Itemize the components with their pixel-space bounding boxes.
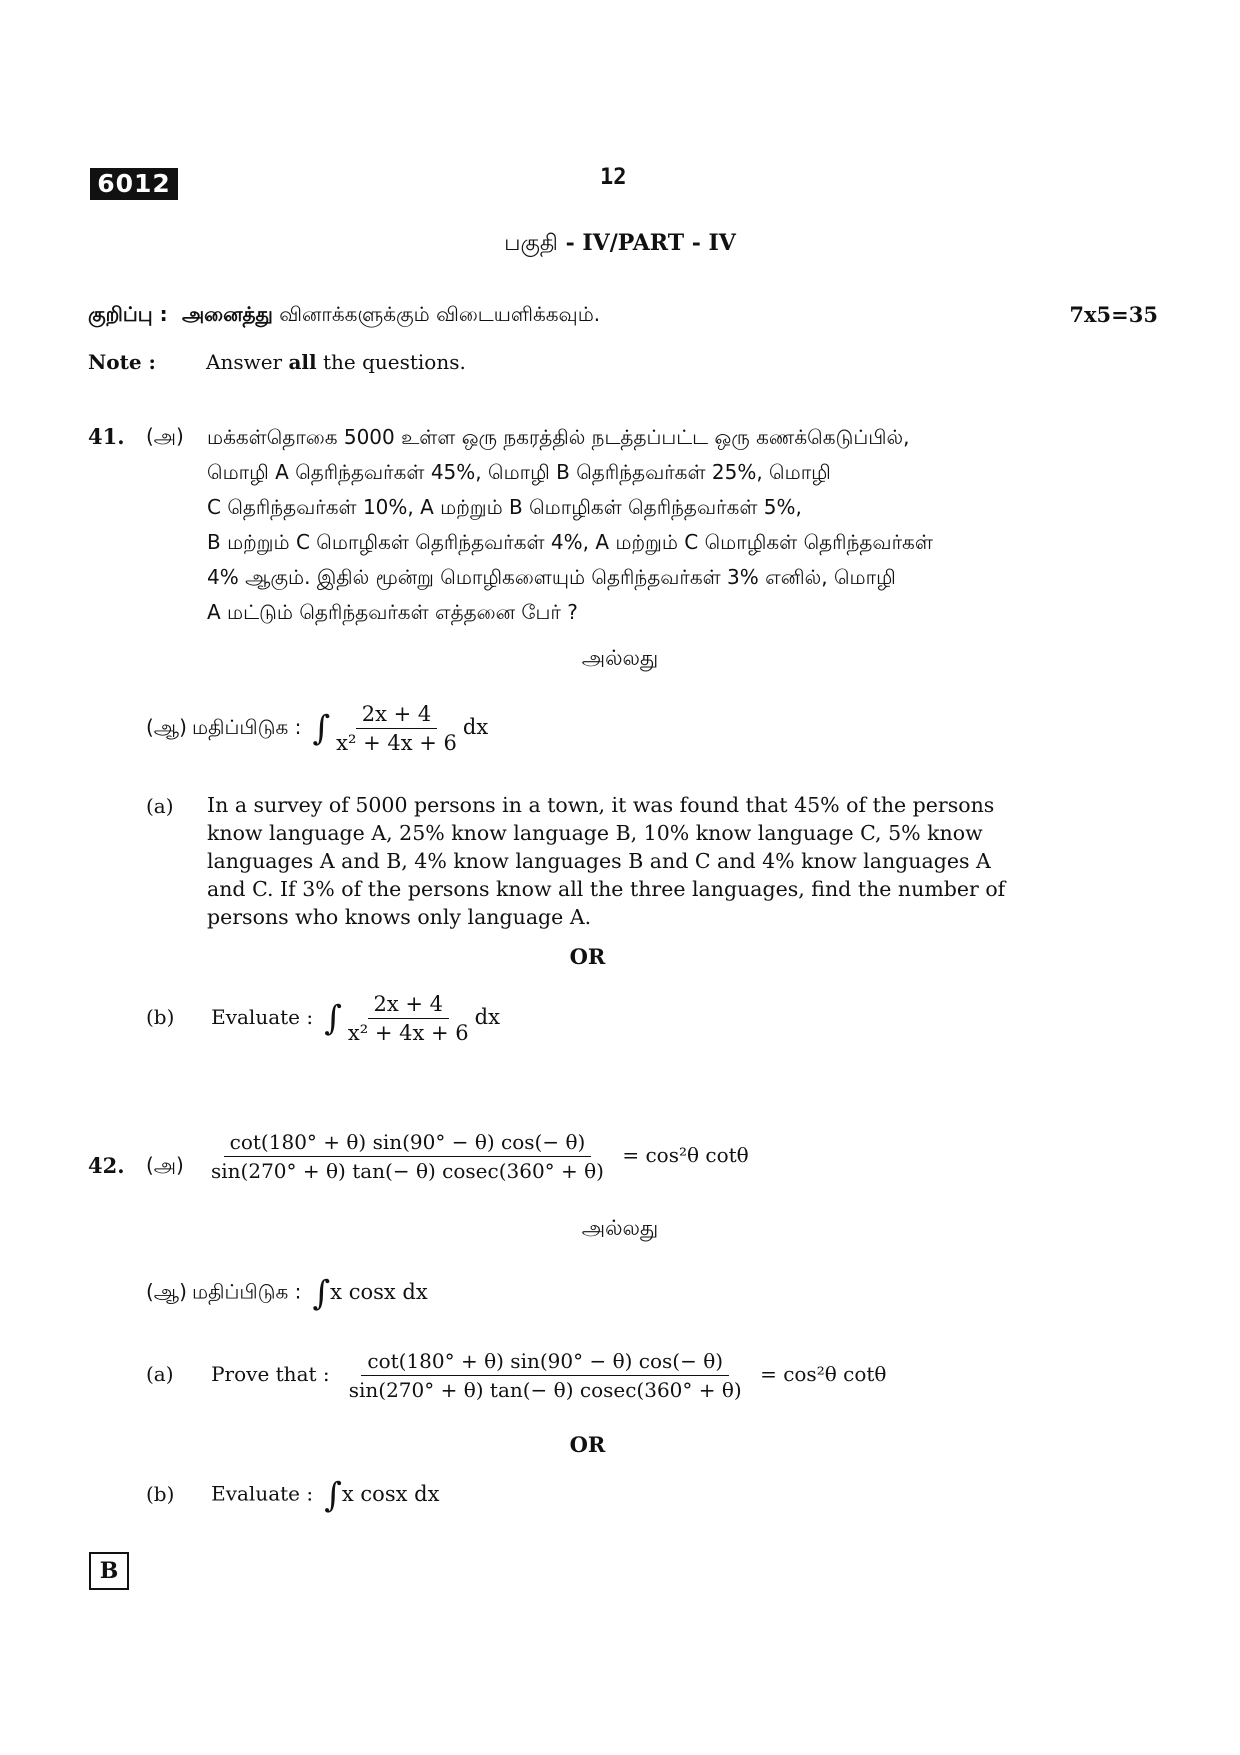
part-title-english: - IV/PART - IV (557, 230, 736, 256)
q42-or-tamil: அல்லது (581, 1216, 659, 1240)
q41-or-tamil: அல்லது (581, 646, 659, 670)
q41-english-a-text (207, 791, 1091, 931)
q41-tamil-line: 4% ஆகும். இதில் மூன்று மொழிகளையும் தெரிந்தவர்கள் 3% எனில், மொழி (207, 565, 896, 589)
q42-english-b (146, 1475, 440, 1515)
q42-b-label: (b) (146, 1481, 175, 1506)
q41-or-english: OR (569, 944, 606, 969)
question-41-number: 41. (88, 424, 125, 449)
part-title-tamil: பகுதி (504, 231, 558, 256)
integral-fraction (342, 992, 475, 1045)
q41-english-line: and C. If 3% of the persons know all the three languages, find the number of (207, 877, 1006, 901)
integral-fraction (330, 702, 463, 755)
fraction-denominator: sin(270° + θ) tan(− θ) cosec(360° + θ) (348, 1378, 742, 1402)
part-title (0, 230, 1240, 259)
fraction-denominator: x² + 4x + 6 (347, 1021, 469, 1045)
fraction-numerator: 2x + 4 (368, 992, 450, 1019)
fraction-denominator: sin(270° + θ) tan(− θ) cosec(360° + θ) (211, 1159, 604, 1183)
q42-b-text: Evaluate : (211, 1481, 314, 1506)
q41-b-label: (b) (146, 1005, 175, 1029)
note-english-post: the questions. (316, 350, 466, 374)
q42-a-label: (a) (146, 1362, 174, 1386)
marks-total: 7x5=35 (1069, 302, 1158, 327)
integral-expression: x cosx dx (341, 1481, 440, 1506)
fraction-denominator: x² + 4x + 6 (336, 731, 457, 755)
note-tamil-bold: அனைத்து (181, 302, 273, 326)
note-tamil-text: வினாக்களுக்கும் விடையளிக்கவும். (279, 302, 601, 326)
q41-english-line: languages A and B, 4% know languages B and C and 4% know languages A (207, 849, 991, 873)
integral-expression: x cosx dx (330, 1279, 428, 1304)
q41-tamil-b (146, 702, 488, 755)
q41-tamil-a-text (207, 420, 1091, 630)
fraction-numerator: cot(180° + θ) sin(90° − θ) cos(− θ) (224, 1130, 592, 1157)
question-42-number: 42. (88, 1153, 125, 1178)
integral-sign-icon: ∫ (324, 1475, 342, 1515)
identity-rhs: = cos²θ cotθ (760, 1362, 887, 1386)
q42-tamil-b-text: மதிப்பிடுக : (192, 1279, 302, 1304)
q41-tamil-line: மொழி A தெரிந்தவர்கள் 45%, மொழி B தெரிந்தவர்கள் 25%, மொழி (207, 460, 831, 484)
q42-tamil-a-identity (205, 1130, 749, 1183)
booklet-series-box: B (89, 1552, 129, 1590)
note-english-label: Note : (88, 350, 156, 374)
q41-tamil-b-text: மதிப்பிடுக : (192, 715, 302, 739)
note-english-pre: Answer (206, 350, 289, 374)
q41-english-line: persons who knows only language A. (207, 905, 592, 929)
q41-tamil-a-label: (அ) (146, 424, 184, 448)
q41-english-integral (324, 992, 500, 1045)
identity-rhs: = cos²θ cotθ (622, 1143, 749, 1167)
q42-tamil-integral (312, 1273, 428, 1313)
q41-tamil-integral (312, 702, 489, 755)
q42-or-english: OR (569, 1432, 606, 1457)
integral-sign-icon: ∫ (312, 1273, 331, 1313)
integral-sign-icon: ∫ (312, 708, 331, 749)
identity-fraction (205, 1130, 610, 1183)
integral-dx: dx (474, 1005, 500, 1029)
note-tamil (88, 302, 600, 329)
q41-b-text: Evaluate : (211, 1005, 314, 1029)
note-tamil-label: குறிப்பு : (88, 302, 168, 326)
q41-a-label: (a) (146, 794, 174, 818)
paper-code-badge: 6012 (90, 168, 178, 200)
q42-tamil-b-label: (ஆ) (146, 1279, 187, 1304)
q42-tamil-a-label: (அ) (146, 1153, 184, 1177)
q42-english-a (146, 1349, 886, 1402)
note-english-bold: all (288, 350, 317, 374)
q41-english-line: know language A, 25% know language B, 10% know language C, 5% know (207, 821, 983, 845)
fraction-numerator: 2x + 4 (356, 702, 438, 729)
q41-tamil-line: A மட்டும் தெரிந்தவர்கள் எத்தனை பேர் ? (207, 600, 578, 624)
page-number: 12 (600, 165, 627, 190)
q41-tamil-line: C தெரிந்தவர்கள் 10%, A மற்றும் B மொழிகள் தெரிந்தவர்கள் 5%, (207, 495, 802, 519)
fraction-numerator: cot(180° + θ) sin(90° − θ) cos(− θ) (361, 1349, 729, 1376)
q41-tamil-b-label: (ஆ) (146, 715, 187, 739)
identity-fraction (343, 1349, 748, 1402)
q42-english-integral (324, 1475, 440, 1515)
integral-dx: dx (462, 715, 489, 739)
q41-english-b (146, 992, 500, 1045)
q42-a-text: Prove that : (211, 1362, 330, 1386)
q41-english-line: In a survey of 5000 persons in a town, it was found that 45% of the persons (207, 793, 995, 817)
q41-tamil-line: B மற்றும் C மொழிகள் தெரிந்தவர்கள் 4%, A மற்றும் C மொழிகள் தெரிந்தவர்கள் (207, 530, 933, 554)
q42-tamil-b (146, 1273, 428, 1313)
integral-sign-icon: ∫ (324, 998, 342, 1039)
note-english (88, 350, 466, 374)
q41-tamil-line: மக்கள்தொகை 5000 உள்ள ஒரு நகரத்தில் நடத்தப்பட்ட ஒரு கணக்கெடுப்பில், (207, 425, 910, 449)
